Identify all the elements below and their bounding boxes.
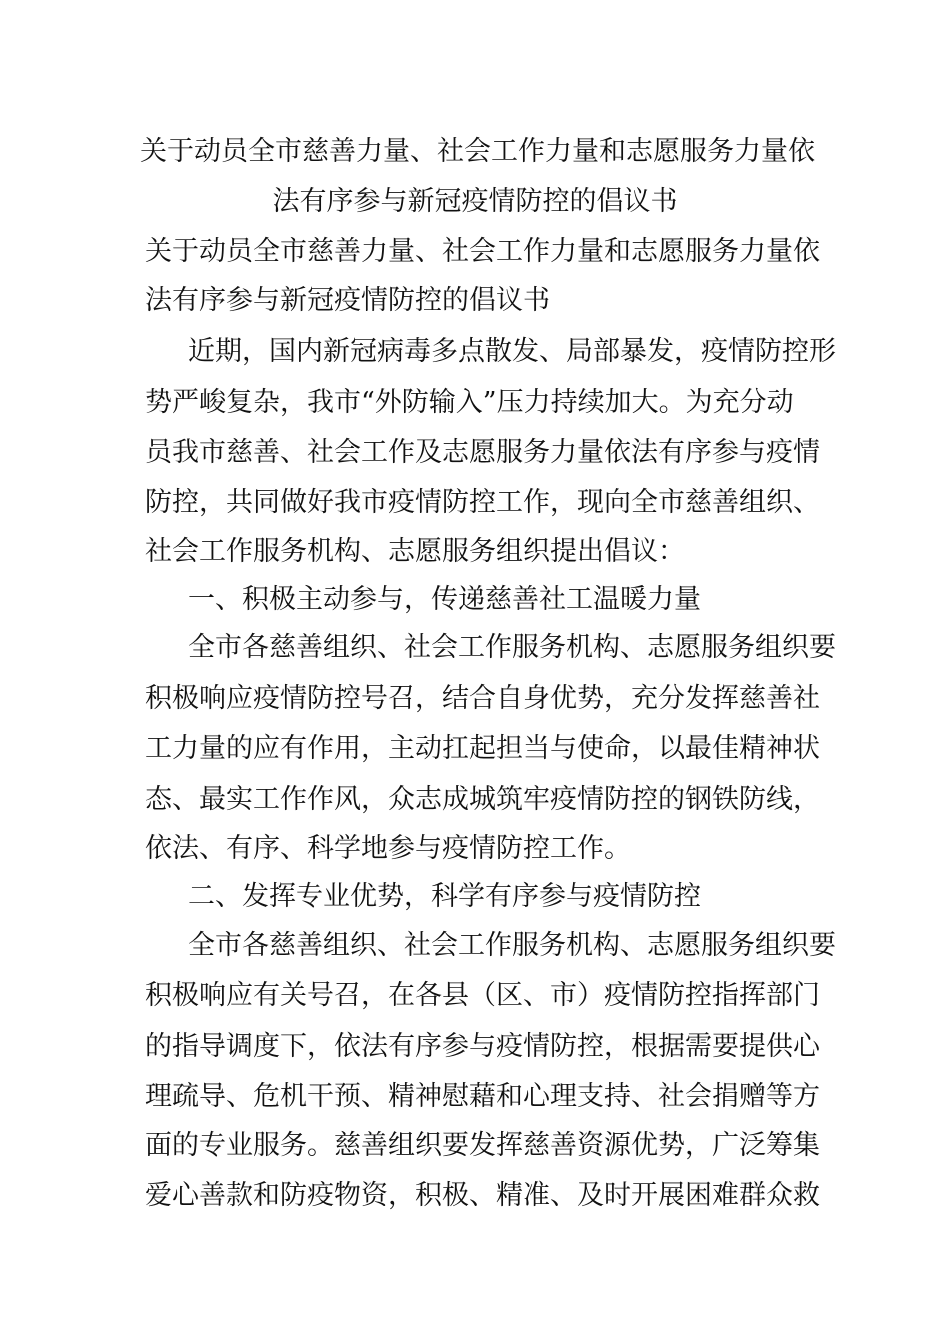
body-line: 爱心善款和防疫物资，积极、精准、及时开展困难群众救 <box>145 1180 820 1211</box>
body-line: 近期，国内新冠病毒多点散发、局部暴发，疫情防控形 <box>188 336 836 367</box>
body-line: 的指导调度下，依法有序参与疫情防控，根据需要提供心 <box>145 1031 820 1062</box>
section-heading-2: 二、发挥专业优势，科学有序参与疫情防控 <box>188 881 701 912</box>
body-line: 社会工作服务机构、志愿服务组织提出倡议： <box>145 536 685 567</box>
body-line: 员我市慈善、社会工作及志愿服务力量依法有序参与疫情 <box>145 437 820 468</box>
body-line: 面的专业服务。慈善组织要发挥慈善资源优势，广泛筹集 <box>145 1130 820 1161</box>
body-line: 工力量的应有作用，主动扛起担当与使命，以最佳精神状 <box>145 733 820 764</box>
body-line: 积极响应有关号召，在各县（区、市）疫情防控指挥部门 <box>145 980 820 1011</box>
body-line: 积极响应疫情防控号召，结合自身优势，充分发挥慈善社 <box>145 683 820 714</box>
section-heading-1: 一、积极主动参与，传递慈善社工温暖力量 <box>188 584 701 615</box>
document-title-line-1: 关于动员全市慈善力量、社会工作力量和志愿服务力量依 <box>140 136 815 167</box>
body-line: 态、最实工作作风，众志成城筑牢疫情防控的钢铁防线， <box>145 784 820 815</box>
body-line: 全市各慈善组织、社会工作服务机构、志愿服务组织要 <box>188 632 836 663</box>
subtitle-line-1: 关于动员全市慈善力量、社会工作力量和志愿服务力量依 <box>145 236 820 267</box>
body-line: 理疏导、危机干预、精神慰藉和心理支持、社会捐赠等方 <box>145 1081 820 1112</box>
body-line: 防控，共同做好我市疫情防控工作，现向全市慈善组织、 <box>145 487 820 518</box>
body-line: 依法、有序、科学地参与疫情防控工作。 <box>145 833 631 864</box>
body-line: 势严峻复杂，我市“外防输入”压力持续加大。为充分动 <box>145 387 794 418</box>
document-title-line-2: 法有序参与新冠疫情防控的倡议书 <box>272 186 678 217</box>
subtitle-line-2: 法有序参与新冠疫情防控的倡议书 <box>145 285 550 316</box>
body-line: 全市各慈善组织、社会工作服务机构、志愿服务组织要 <box>188 930 836 961</box>
